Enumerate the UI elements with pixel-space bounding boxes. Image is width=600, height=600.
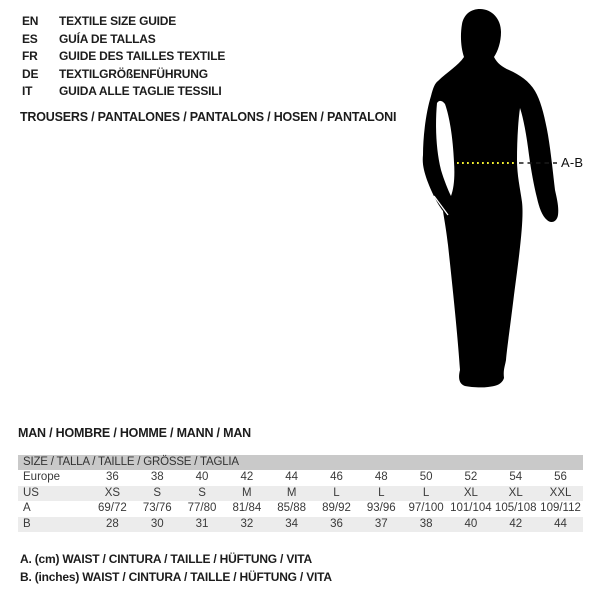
- size-cell: 37: [374, 517, 388, 530]
- size-cell: 81/84: [232, 502, 262, 514]
- size-cell: L: [422, 486, 430, 499]
- language-code: EN: [22, 14, 39, 28]
- size-cell: 73/76: [142, 502, 172, 514]
- size-cell: S: [153, 486, 162, 499]
- size-cell: 44: [285, 471, 299, 483]
- language-title: TEXTILE SIZE GUIDE: [59, 14, 177, 28]
- size-cell: 56: [554, 471, 567, 483]
- size-cell: 54: [509, 471, 523, 483]
- language-title: TEXTILGRÖßENFÜHRUNG: [59, 66, 208, 81]
- language-title: GUÍA DE TALLAS: [59, 31, 156, 46]
- size-cell: S: [198, 486, 206, 499]
- size-cell: L: [333, 486, 340, 499]
- language-row-es: [22, 31, 225, 49]
- category-title: TROUSERS / PANTALONES / PANTALONS / HOSEN / PANTALONI: [20, 110, 397, 124]
- size-cell: 52: [464, 471, 478, 483]
- size-cell: 77/80: [187, 502, 217, 514]
- language-code: IT: [22, 84, 33, 98]
- gender-label: MAN / HOMBRE / HOMME / MANN / MAN: [18, 426, 251, 440]
- language-row-it: [22, 83, 225, 101]
- size-cell: 48: [374, 471, 388, 483]
- size-cell: 105/108: [494, 502, 537, 514]
- table-row-us: [18, 486, 583, 502]
- row-label: A: [23, 502, 31, 514]
- size-cell: 93/96: [366, 502, 396, 514]
- row-label: US: [23, 486, 39, 499]
- language-row-fr: [22, 48, 225, 66]
- size-cell: M: [286, 486, 297, 499]
- man-silhouette-svg: [400, 0, 600, 400]
- row-label: Europe: [23, 471, 61, 483]
- size-cell: XL: [508, 486, 523, 499]
- size-table: [18, 455, 583, 532]
- size-cell: 31: [195, 517, 209, 530]
- size-cell: 30: [150, 517, 164, 530]
- size-cell: 32: [240, 517, 254, 530]
- language-code: DE: [22, 66, 39, 81]
- size-cell: XS: [104, 486, 121, 499]
- man-silhouette: [423, 9, 559, 387]
- size-cell: 46: [330, 471, 343, 483]
- footnotes: [20, 551, 332, 586]
- size-cell: 36: [106, 471, 119, 483]
- size-cell: 69/72: [98, 502, 127, 514]
- size-cell: 36: [330, 517, 343, 530]
- language-list: [22, 13, 225, 101]
- size-cell: XXL: [549, 486, 572, 499]
- table-row-b: [18, 517, 583, 533]
- size-cell: XL: [463, 486, 478, 499]
- language-title: GUIDA ALLE TAGLIE TESSILI: [59, 84, 222, 98]
- size-cell: 40: [195, 471, 209, 483]
- size-cell: 101/104: [450, 502, 492, 514]
- table-row-europe: [18, 470, 583, 486]
- size-cell: 42: [240, 471, 254, 483]
- size-cell: 40: [464, 517, 478, 530]
- table-row-a: [18, 501, 583, 517]
- row-label: B: [23, 517, 31, 530]
- size-cell: L: [378, 486, 385, 499]
- size-cell: 38: [150, 471, 164, 483]
- size-cell: 28: [106, 517, 119, 530]
- size-cell: 50: [419, 471, 433, 483]
- size-cell: 42: [509, 517, 523, 530]
- language-code: FR: [22, 49, 38, 63]
- footnote-a: A. (cm) WAIST / CINTURA / TAILLE / HÜFTUNG / VITA: [20, 552, 312, 566]
- size-cell: 97/100: [408, 502, 444, 514]
- language-row-de: [22, 66, 225, 84]
- size-cell: 38: [419, 517, 433, 530]
- size-table-header: SIZE / TALLA / TAILLE / GRÖSSE / TAGLIA: [18, 455, 583, 470]
- footnote-b: B. (inches) WAIST / CINTURA / TAILLE / HÜFTUNG / VITA: [20, 569, 332, 584]
- size-cell: 89/92: [322, 502, 351, 514]
- size-cell: 44: [554, 517, 567, 530]
- language-title: GUIDE DES TAILLES TEXTILE: [59, 49, 226, 63]
- size-cell: 85/88: [277, 502, 307, 514]
- language-code: ES: [22, 31, 38, 46]
- man-silhouette-figure: [400, 0, 600, 400]
- measure-label-ab: A-B: [561, 155, 584, 170]
- size-cell: 109/112: [540, 502, 581, 514]
- size-cell: M: [242, 486, 252, 499]
- size-cell: 34: [285, 517, 299, 530]
- language-row-en: [22, 13, 225, 31]
